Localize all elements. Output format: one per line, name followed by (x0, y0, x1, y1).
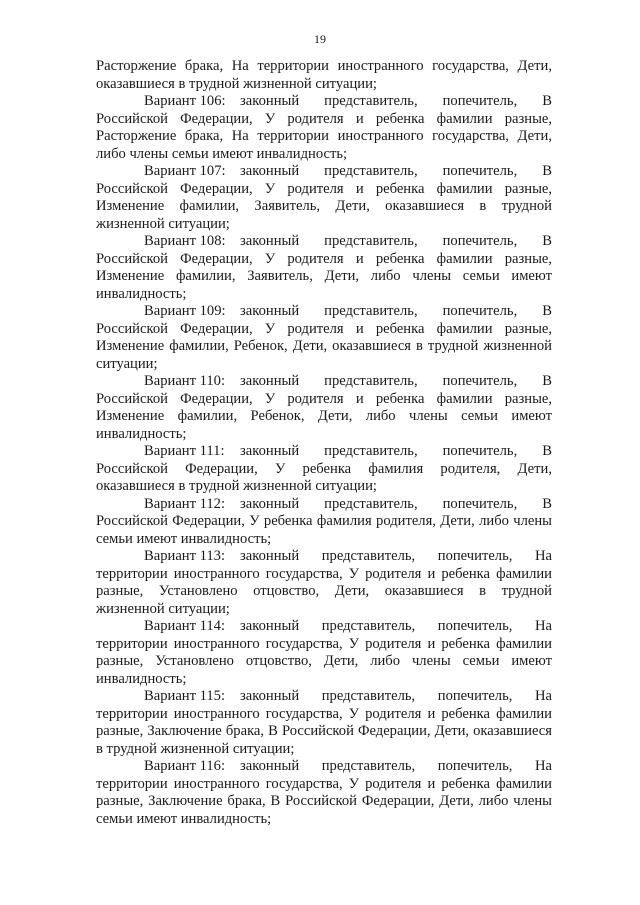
variant-text: законный представитель, попечитель, В Российской Федерации, У родителя и ребенка фамилии разные, Расторжение брака, На территории иностранного государства, Дети, либо члены семьи имеют инвалидность; (96, 93, 552, 162)
variant-text: законный представитель, попечитель, В Российской Федерации, У родителя и ребенка фамилии разные, Изменение фамилии, Заявитель, Дети, оказавшиеся в трудной жизненной ситуации; (96, 163, 552, 232)
variant-text: законный представитель, попечитель, На территории иностранного государства, У родителя и ребенка фамилии разные, Установлено отцовство, Дети, либо члены семьи имеют инвалидность; (96, 618, 552, 687)
intro-paragraph: Расторжение брака, На территории иностранного государства, Дети, оказавшиеся в трудной жизненной ситуации; (96, 58, 552, 92)
variant-text: законный представитель, попечитель, В Российской Федерации, У родителя и ребенка фамилии разные, Изменение фамилии, Ребенок, Дети, оказавшиеся в трудной жизненной ситуации; (96, 303, 552, 372)
variant-text: законный представитель, попечитель, В Российской Федерации, У родителя и ребенка фамилии разные, Изменение фамилии, Заявитель, Дети, либо члены семьи имеют инвалидность; (96, 233, 552, 302)
variant-112 (96, 496, 552, 549)
variant-107 (96, 163, 552, 233)
variant-label: Вариант 112: (144, 495, 226, 512)
variant-label: Вариант 113: (144, 548, 226, 564)
variant-label: Вариант 107: (144, 163, 226, 179)
variant-label: Вариант 106: (144, 93, 226, 109)
variant-text: законный представитель, попечитель, На территории иностранного государства, У родителя и ребенка фамилии разные, Заключение брака, В Российской Федерации, Дети, либо члены семьи имеют инвалидность; (96, 758, 552, 827)
variant-text: законный представитель, попечитель, На территории иностранного государства, У родителя и ребенка фамилии разные, Заключение брака, В Российской Федерации, Дети, оказавшиеся в трудной жизненной ситуации; (96, 688, 552, 757)
variant-text: законный представитель, попечитель, В Российской Федерации, У ребенка фамилия родителя, Дети, оказавшиеся в трудной жизненной ситуации; (96, 443, 552, 494)
variant-111 (96, 443, 552, 496)
variant-label: Вариант 110: (144, 373, 226, 389)
variant-text: законный представитель, попечитель, На территории иностранного государства, У родителя и ребенка фамилии разные, Установлено отцовство, Дети, оказавшиеся в трудной жизненной ситуации; (96, 548, 552, 617)
variant-label: Вариант 115: (144, 688, 226, 704)
variant-109 (96, 303, 552, 373)
variant-label: Вариант 111: (144, 443, 225, 459)
variant-text: законный представитель, попечитель, В Российской Федерации, У ребенка фамилия родителя, Дети, либо члены семьи имеют инвалидность; (96, 495, 552, 547)
variant-text: законный представитель, попечитель, В Российской Федерации, У родителя и ребенка фамилии разные, Изменение фамилии, Ребенок, Дети, либо члены семьи имеют инвалидность; (96, 373, 552, 442)
variant-106 (96, 93, 552, 163)
document-body (96, 58, 552, 828)
page-number: 19 (314, 32, 326, 46)
variant-114 (96, 618, 552, 688)
variant-label: Вариант 109: (144, 303, 226, 319)
variant-label: Вариант 108: (144, 233, 226, 249)
variant-116 (96, 758, 552, 828)
variant-115 (96, 688, 552, 758)
variant-110 (96, 373, 552, 443)
variant-108 (96, 233, 552, 303)
variant-label: Вариант 116: (144, 758, 226, 774)
variant-113 (96, 548, 552, 618)
variant-label: Вариант 114: (144, 618, 226, 634)
